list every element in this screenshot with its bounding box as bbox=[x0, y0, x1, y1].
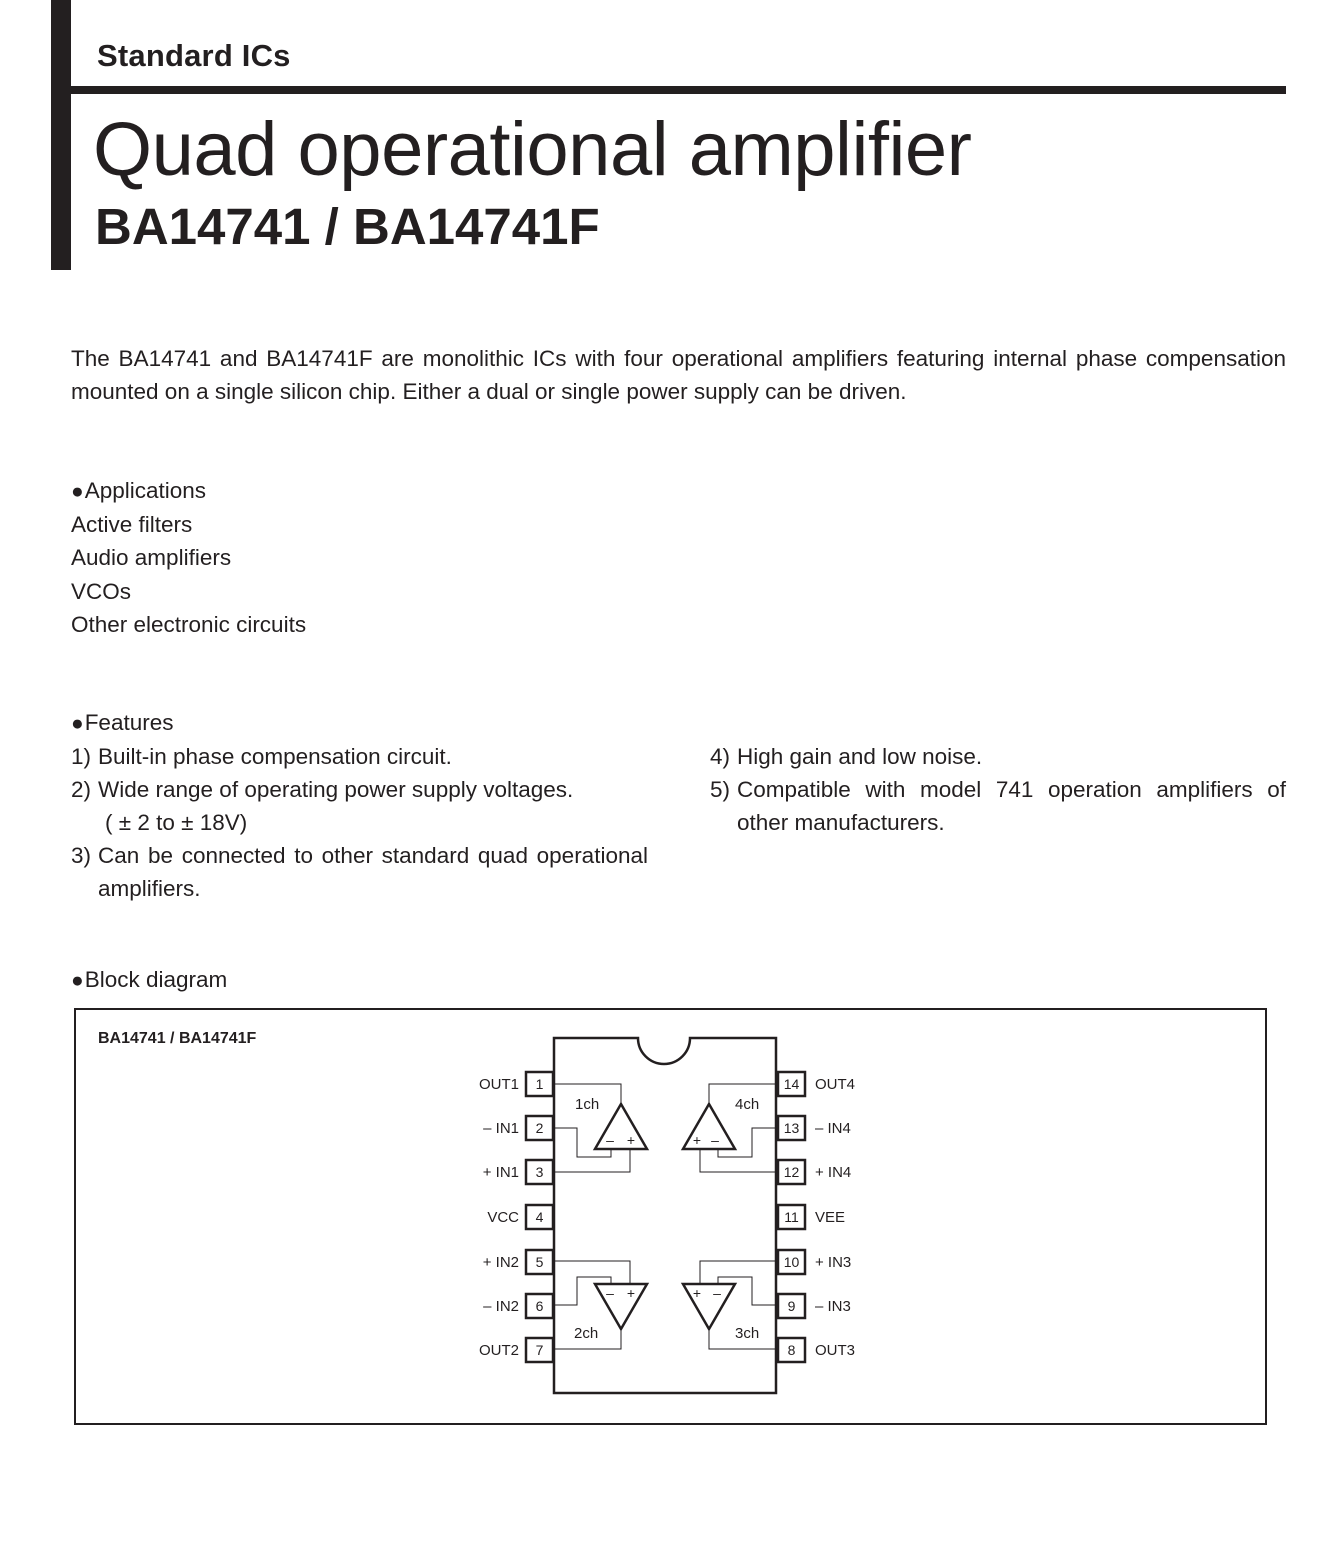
pin-label: – IN4 bbox=[815, 1120, 851, 1137]
channel-label: 4ch bbox=[735, 1096, 760, 1113]
pin-label: – IN2 bbox=[483, 1298, 519, 1315]
list-item: Active filters bbox=[71, 512, 193, 537]
pin-number: 10 bbox=[783, 1254, 800, 1270]
list-item: VCOs bbox=[71, 578, 132, 604]
opamp-sign: – bbox=[606, 1285, 614, 1301]
pin-label: OUT1 bbox=[478, 1076, 519, 1093]
pin-number: 5 bbox=[535, 1254, 544, 1270]
diagram-part-label: BA14741 / BA14741F bbox=[98, 1030, 257, 1047]
pin-label: – IN3 bbox=[815, 1298, 851, 1315]
intro-paragraph: The BA14741 and BA14741F are monolithic ICs with four operational amplifiers featuring internal phase compensation mounted on a single silicon chip. Either a dual or single power supply can be driven. bbox=[71, 346, 1286, 404]
opamp-2ch-icon bbox=[595, 1284, 647, 1329]
opamp-sign: – bbox=[713, 1285, 721, 1301]
block-diagram-heading: ●Block diagram bbox=[71, 963, 227, 997]
opamp-4ch-icon bbox=[683, 1104, 735, 1149]
feature-item: 4) High gain and low noise. bbox=[710, 744, 983, 769]
opamp-sign: – bbox=[711, 1132, 719, 1148]
opamp-3ch-icon bbox=[683, 1284, 735, 1329]
opamp-1ch-icon bbox=[595, 1104, 647, 1149]
pin-number: 3 bbox=[535, 1164, 544, 1180]
pin-label: OUT4 bbox=[815, 1076, 856, 1093]
pin-label: + IN2 bbox=[482, 1254, 519, 1271]
list-item: Audio amplifiers bbox=[71, 545, 232, 571]
pin-number: 4 bbox=[535, 1209, 544, 1225]
pin-label: – IN1 bbox=[483, 1120, 519, 1137]
list-item: Other electronic circuits bbox=[71, 611, 307, 637]
model-numbers: BA14741 / BA14741F bbox=[95, 198, 600, 255]
pin-number: 7 bbox=[535, 1342, 544, 1358]
pin-label: + IN3 bbox=[815, 1254, 852, 1271]
feature-item: 5) Compatible with model 741 operation amplifiers of other manufacturers. bbox=[710, 777, 1286, 835]
feature-item: 3) Can be connected to other standard quad operational amplifiers. bbox=[71, 843, 648, 901]
pin-number: 2 bbox=[535, 1120, 544, 1136]
applications-heading: ●Applications bbox=[71, 474, 306, 508]
opamp-sign: – bbox=[606, 1132, 614, 1148]
category-label: Standard ICs bbox=[97, 38, 291, 73]
pin-number: 9 bbox=[787, 1298, 796, 1314]
bullet-icon: ● bbox=[71, 480, 84, 503]
opamp-sign: + bbox=[626, 1132, 636, 1148]
internal-wiring bbox=[554, 1084, 776, 1349]
pin-number: 11 bbox=[784, 1209, 799, 1225]
channel-label: 2ch bbox=[574, 1325, 599, 1342]
pin-label: OUT3 bbox=[815, 1342, 856, 1359]
channel-label: 3ch bbox=[735, 1325, 760, 1342]
pin-label: + IN1 bbox=[482, 1164, 519, 1181]
feature-item-sub: ( ± 2 to ± 18V) bbox=[105, 810, 248, 835]
opamp-sign: + bbox=[692, 1285, 702, 1301]
bullet-icon: ● bbox=[71, 969, 84, 992]
pin-number: 6 bbox=[535, 1298, 544, 1314]
pin-number: 14 bbox=[783, 1076, 800, 1092]
pin-label: VCC bbox=[487, 1209, 519, 1226]
pin-number: 1 bbox=[535, 1076, 544, 1092]
pin-number: 12 bbox=[783, 1164, 800, 1180]
pin-label: VEE bbox=[815, 1209, 846, 1226]
channel-label: 1ch bbox=[575, 1096, 600, 1113]
bullet-icon: ● bbox=[71, 712, 84, 735]
pin-label: + IN4 bbox=[815, 1164, 852, 1181]
pin-number: 13 bbox=[783, 1120, 800, 1136]
feature-item: 1) Built-in phase compensation circuit. bbox=[71, 744, 452, 769]
page-title: Quad operational amplifier bbox=[93, 107, 972, 192]
pin-number: 8 bbox=[787, 1342, 796, 1358]
feature-item: 2) Wide range of operating power supply voltages. bbox=[71, 777, 574, 802]
opamp-sign: + bbox=[692, 1132, 702, 1148]
pin-label: OUT2 bbox=[478, 1342, 519, 1359]
features-heading: ●Features bbox=[71, 706, 173, 740]
opamp-sign: + bbox=[626, 1285, 636, 1301]
